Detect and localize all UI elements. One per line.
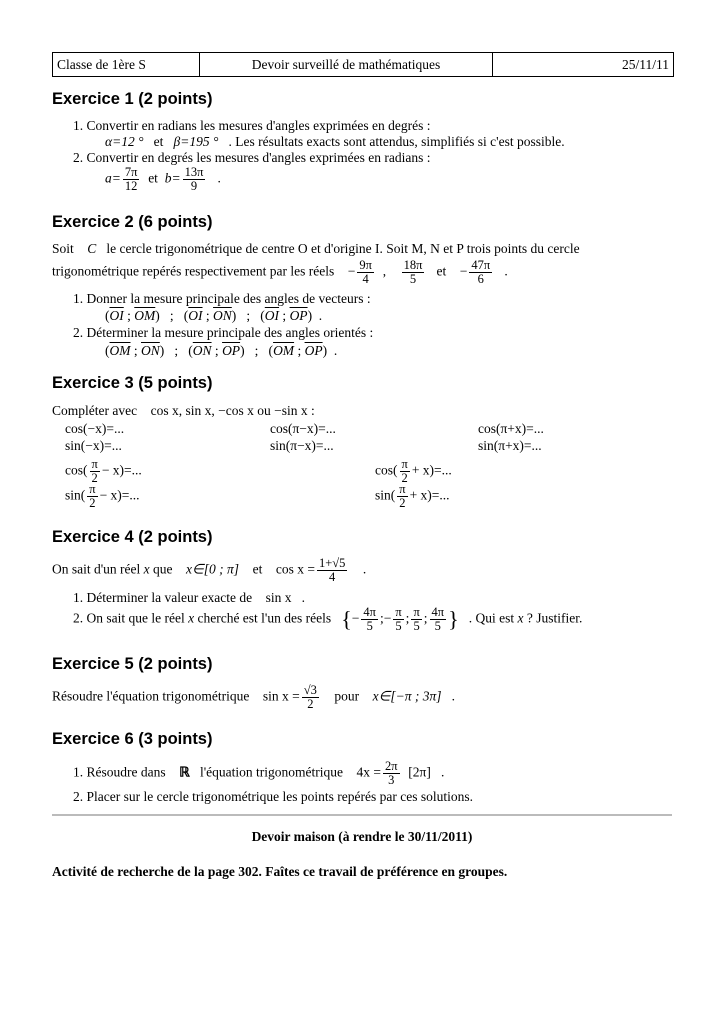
t: l'équation trigonométrique <box>199 764 343 780</box>
vector: $\overline{ON}$ <box>213 308 232 323</box>
vector: $\overline{OM}$ <box>109 343 131 358</box>
formula: cos(−x)=... <box>65 421 125 436</box>
fraction <box>87 483 97 510</box>
t: Soit <box>52 241 74 256</box>
den: 2 <box>91 471 98 485</box>
den: 3 <box>388 773 395 787</box>
t: pour <box>334 688 360 704</box>
num: 9π <box>359 258 372 272</box>
t: + x)=... <box>409 487 450 503</box>
formula: sin(−x)=... <box>65 438 122 453</box>
ex1-q2: 2. Convertir en degrés les mesures d'angles exprimées en radians : <box>73 150 431 165</box>
formula <box>375 483 450 510</box>
num: 7π <box>124 165 138 179</box>
t: sin( <box>65 487 86 503</box>
t: , <box>382 263 387 279</box>
t: cherché est l'un des réels <box>197 610 332 626</box>
vector: $\overline{OP}$ <box>289 308 308 323</box>
fraction <box>402 259 425 286</box>
t: − <box>351 610 360 626</box>
t: 2. On sait que le réel <box>73 610 185 626</box>
et: et <box>148 170 158 186</box>
num: 4π <box>363 605 376 619</box>
t: − <box>459 263 468 279</box>
den: 4 <box>362 272 369 286</box>
a-label: a= <box>105 170 121 186</box>
t: Compléter avec <box>52 403 138 418</box>
den: 6 <box>477 272 484 286</box>
t: [2π] <box>408 764 431 780</box>
circle-symbol: C <box>87 241 97 256</box>
vector: $\overline{ON}$ <box>141 343 160 358</box>
t: trigonométrique repérés respectivement par les réels <box>52 263 335 279</box>
ex1-q1: 1. Convertir en radians les mesures d'angles exprimées en degrés : <box>73 118 431 133</box>
num: π <box>395 605 402 619</box>
t: − x)=... <box>101 462 142 478</box>
num: π <box>399 482 406 496</box>
ex4-line1 <box>52 557 366 584</box>
t: sin( <box>375 487 396 503</box>
beta: β=195 ° <box>173 134 219 149</box>
t: cos( <box>65 462 88 478</box>
ex6-q1 <box>73 760 444 787</box>
divider <box>52 814 672 816</box>
t: le cercle trigonométrique de centre O et d'origine I. Soit M, N et P trois points du cercle <box>106 241 580 256</box>
t: cos x, sin x, −cos x ou −sin x : <box>150 403 315 418</box>
ex2-line2 <box>52 259 508 286</box>
ex2-title: Exercice 2 (6 points) <box>52 213 213 231</box>
vector: $\overline{OI}$ <box>264 308 280 323</box>
den: 5 <box>434 619 441 633</box>
t: 1. Résoudre dans <box>73 764 166 780</box>
den: 2 <box>401 471 408 485</box>
t: . <box>440 764 445 780</box>
num: 13π <box>184 165 204 179</box>
den: 2 <box>307 697 314 711</box>
ex5-title: Exercice 5 (2 points) <box>52 655 213 673</box>
formula: cos(π−x)=... <box>270 421 336 436</box>
ex1-angles <box>105 134 565 150</box>
ex2-vectors2: ($\overline{OM}$ ; $\overline{ON}$) ; ($\overline{ON}$ ; $\overline{OP}$) ; ($\overline{OM}$ ; $\overline{OP}$) . <box>105 343 338 358</box>
et: et <box>153 134 164 149</box>
t: Résoudre l'équation trigonométrique <box>52 688 250 704</box>
a-fraction <box>123 166 140 193</box>
ex1-note: . Les résultats exacts sont attendus, simplifiés si c'est possible. <box>228 134 565 149</box>
num: 47π <box>471 258 491 272</box>
header-date: 25/11/11 <box>622 57 669 72</box>
ex1-fractions <box>105 166 221 193</box>
t: x∈[0 ; π] <box>186 561 240 577</box>
ex4-q1 <box>73 590 305 606</box>
t: x∈[−π ; 3π] <box>372 688 442 704</box>
dm-title: Devoir maison (à rendre le 30/11/2011) <box>251 829 473 844</box>
fraction <box>302 684 319 711</box>
t: . <box>504 263 508 279</box>
formula <box>65 483 140 510</box>
reals-symbol: ℝ <box>179 764 190 780</box>
t: ? Justifier. <box>526 610 583 626</box>
den: 2 <box>399 496 406 510</box>
t: On sait d'un réel <box>52 561 141 577</box>
b-fraction <box>183 166 206 193</box>
formula: cos(π+x)=... <box>478 421 544 436</box>
ex4-q2: 2. On sait que le réel x cherché est l'un des réels {− $\frac{4\pi}{5}$ ;− $\frac{\pi}{5}$ ; $\frac{\pi}{5}$ ; $\frac{4\pi}{5}$ } . Qui est x ? Justifier. <box>73 605 583 633</box>
fraction <box>469 259 492 286</box>
formula: sin(π−x)=... <box>270 438 334 453</box>
fraction <box>90 458 100 485</box>
vector: $\overline{OI}$ <box>188 308 203 323</box>
fraction <box>397 483 407 510</box>
num: 18π <box>403 258 423 272</box>
ex1-title: Exercice 1 (2 points) <box>52 90 213 108</box>
header-title: Devoir surveillé de mathématiques <box>200 53 493 76</box>
t: . <box>362 561 367 577</box>
num: π <box>401 457 408 471</box>
den: 9 <box>190 179 198 193</box>
t: − <box>347 263 356 279</box>
vector: $\overline{ON}$ <box>192 343 212 358</box>
fraction <box>411 606 421 633</box>
t: x <box>143 561 150 577</box>
header-table <box>52 52 674 77</box>
fraction <box>430 606 447 633</box>
t: − x)=... <box>99 487 140 503</box>
ex2-line1 <box>52 241 580 257</box>
num: π <box>89 482 96 496</box>
fraction <box>361 606 378 633</box>
ex6-q2: 2. Placer sur le cercle trigonométrique les points repérés par ces solutions. <box>73 789 473 804</box>
t: 1. Déterminer la valeur exacte de <box>73 590 253 605</box>
den: 5 <box>366 619 373 633</box>
t: et <box>436 263 447 279</box>
num: 4π <box>431 605 445 619</box>
vector: $\overline{OI}$ <box>109 308 124 323</box>
fraction <box>317 557 347 584</box>
num: 2π <box>384 759 398 773</box>
ex6-title: Exercice 6 (3 points) <box>52 730 213 748</box>
t: que <box>153 561 173 577</box>
vector: $\overline{OM}$ <box>134 308 156 323</box>
den: 2 <box>89 496 96 510</box>
vector: $\overline{OM}$ <box>273 343 295 358</box>
t: x <box>517 610 524 626</box>
vector: $\overline{OP}$ <box>304 343 323 358</box>
t: x <box>188 610 195 626</box>
t: . <box>451 688 456 704</box>
t: cos x = <box>275 561 315 577</box>
ex4-title: Exercice 4 (2 points) <box>52 528 213 546</box>
formula <box>65 458 142 485</box>
fraction <box>357 259 374 286</box>
b-label: b= <box>164 170 181 186</box>
fraction <box>383 760 400 787</box>
ex2-q2: 2. Déterminer la mesure principale des angles orientés : <box>73 325 374 340</box>
den: 5 <box>409 272 417 286</box>
den: 4 <box>329 570 336 584</box>
t: . <box>301 590 306 605</box>
t: + x)=... <box>411 462 452 478</box>
t: sin x <box>265 590 292 605</box>
dot: . <box>217 170 221 186</box>
header-class: Classe de 1ère S <box>53 53 200 76</box>
t: 4x = <box>356 764 381 780</box>
fraction <box>393 606 403 633</box>
t: cos( <box>375 462 398 478</box>
formula <box>375 458 452 485</box>
den: 5 <box>395 619 402 633</box>
fraction <box>400 458 410 485</box>
ex5-line <box>52 684 455 711</box>
num: π <box>413 605 420 619</box>
t: sin x = <box>262 688 300 704</box>
num: 1+√5 <box>318 556 346 570</box>
formula: sin(π+x)=... <box>478 438 542 453</box>
t: − <box>383 610 392 626</box>
num: π <box>91 457 98 471</box>
ex3-title: Exercice 3 (5 points) <box>52 374 213 392</box>
den: 12 <box>124 179 138 193</box>
alpha: α=12 ° <box>105 134 144 149</box>
den: 5 <box>413 619 420 633</box>
t: et <box>252 561 263 577</box>
num: √3 <box>303 683 317 697</box>
vector: $\overline{OP}$ <box>222 343 241 358</box>
t: . Qui est <box>468 610 515 626</box>
ex2-vectors1: ($\overline{OI}$ ; $\overline{OM}$) ; ($\overline{OI}$ ; $\overline{ON}$) ; ($\overline{OI}$ ; $\overline{OP}$) . <box>105 308 323 323</box>
ex3-intro <box>52 403 315 419</box>
ex2-q1: 1. Donner la mesure principale des angles de vecteurs : <box>73 291 371 306</box>
dm-activity: Activité de recherche de la page 302. Faîtes ce travail de préférence en groupes. <box>52 864 508 879</box>
